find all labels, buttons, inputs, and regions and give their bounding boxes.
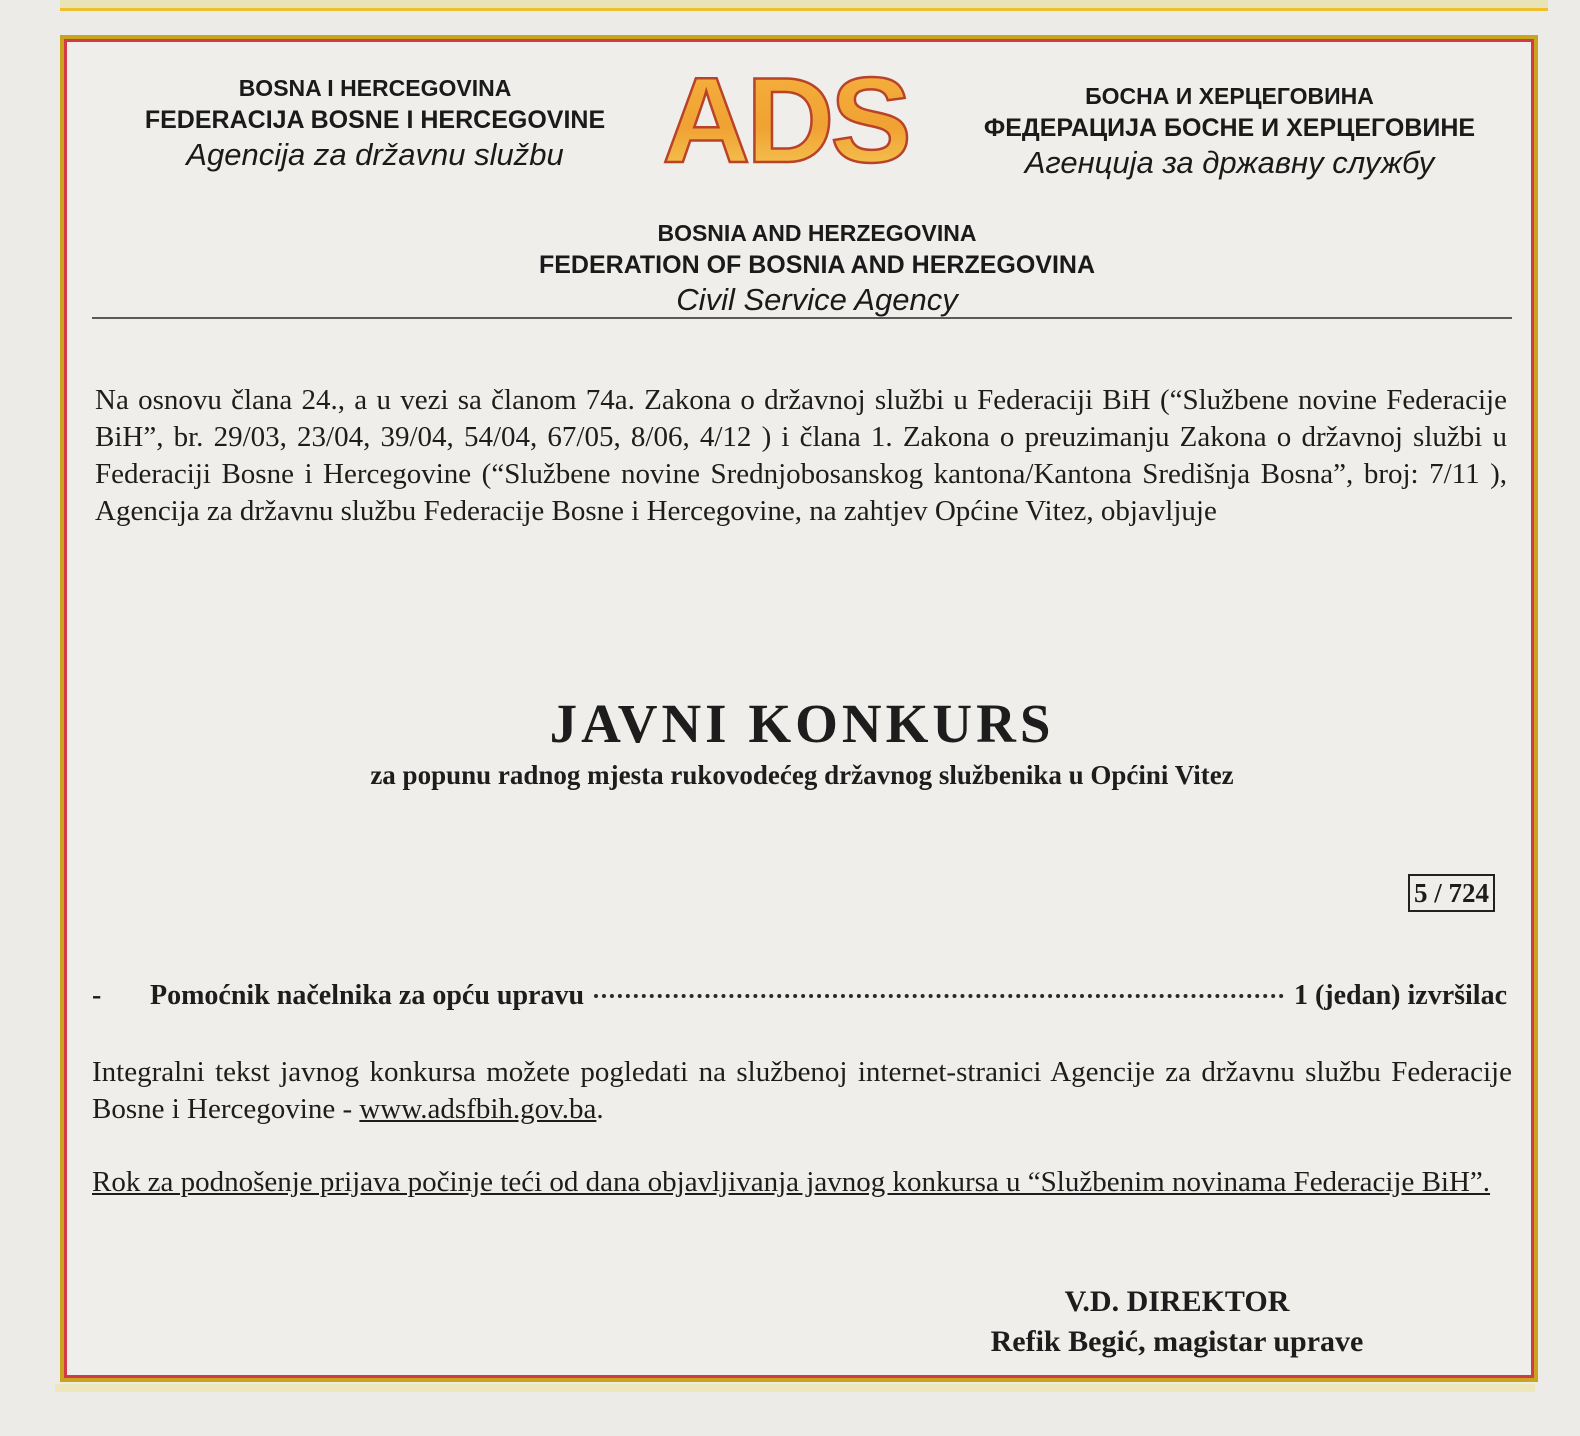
agency-website-link[interactable]: www.adsfbih.gov.ba — [359, 1093, 597, 1125]
position-leader-dots — [594, 994, 1284, 998]
header-center — [497, 217, 1137, 319]
integral-text: Integralni tekst javnog konkursa možete pogledati na službenoj internet-stranici Agencije za državnu službu Federacije Bosne i Hercegovine - — [92, 1056, 1512, 1125]
position-count: 1 (jedan) izvršilac — [1293, 980, 1507, 1011]
header-left-line3: Agencija za državnu službu — [186, 137, 564, 172]
top-strip — [60, 0, 1548, 11]
header-center-line2: FEDERATION OF BOSNIA AND HERZEGOVINA — [538, 251, 1096, 279]
header-center-line1: BOSNIA AND HERZEGOVINA — [657, 220, 977, 246]
header-right-line3: Агенција за државну службу — [1024, 145, 1435, 180]
header-divider — [92, 317, 1512, 319]
bottom-strip — [55, 1384, 1535, 1392]
header-center-line3: Civil Service Agency — [676, 282, 958, 317]
notice-title: JAVNI KONKURS — [549, 693, 1055, 754]
ads-logo-text: ADS — [662, 64, 908, 174]
position-title: Pomoćnik načelnika za opću upravu — [150, 980, 585, 1011]
intro-paragraph: Na osnovu člana 24., a u vezi sa članom 74a. Zakona o državnoj službi u Federaciji BiH (“Službene novine Federacije BiH”, br. 29/03, 23/04, 39/04, 54/04, 67/05, 8/06, 4/12 ) i člana 1. Zakona o preuzimanju Zakona o državnoj službi u Federaciji Bosne i Hercegovine (“Službene novine Srednjobosanskog kantona/Kantona Središnja Bosna”, broj: 7/11 ), Agencija za državnu službu Federacije Bosne i Hercegovine, na zahtjev Općine Vitez, objavljuje — [95, 384, 1507, 527]
integral-text-paragraph — [92, 1054, 1512, 1128]
header-left-line2: FEDERACIJA BOSNE I HERCEGOVINE — [144, 106, 606, 134]
position-dash: - — [92, 980, 102, 1011]
notice-subtitle: za popunu radnog mjesta rukovodećeg državnog službenika u Općini Vitez — [370, 760, 1234, 790]
reference-number: 5 / 724 — [1408, 874, 1495, 912]
header-left — [105, 72, 645, 174]
signature-block — [962, 1282, 1392, 1362]
deadline-paragraph: Rok za podnošenje prijava počinje teći od dana objavljivanja javnog konkursa u “Službenim novinama Federacije BiH”. — [92, 1166, 1491, 1198]
signature-role: V.D. DIREKTOR — [1064, 1285, 1290, 1318]
header-right-line1: БОСНА И ХЕРЦЕГОВИНА — [1085, 83, 1374, 109]
header-right-line2: ФЕДЕРАЦИЈА БОСНЕ И ХЕРЦЕГОВИНЕ — [983, 114, 1476, 142]
signature-name: Refik Begić, magistar uprave — [990, 1325, 1364, 1358]
header-right — [942, 80, 1517, 182]
notice-frame — [60, 35, 1538, 1382]
header-left-line1: BOSNA I HERCEGOVINA — [238, 75, 512, 101]
position-row — [92, 980, 1507, 1012]
notice-frame-inner — [64, 39, 1534, 1378]
integral-text-end: . — [596, 1093, 604, 1125]
ads-logo — [659, 64, 911, 174]
